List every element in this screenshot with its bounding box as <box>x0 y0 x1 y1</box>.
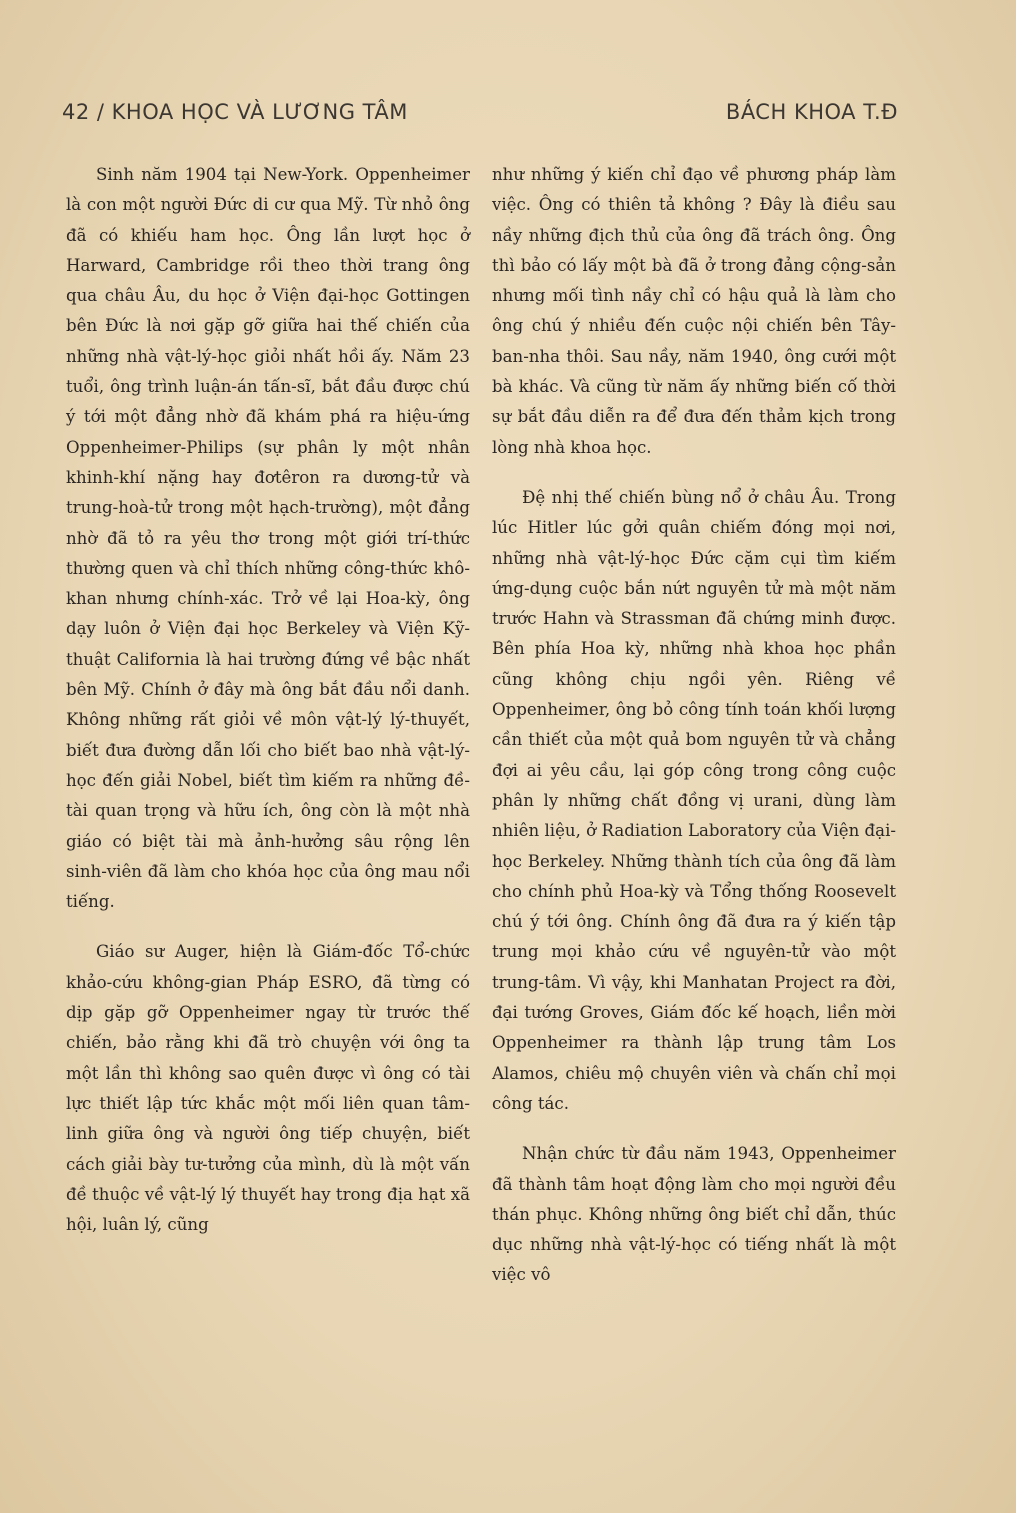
paragraph: Đệ nhị thế chiến bùng nổ ở châu Âu. Trong lúc Hitler lúc gởi quân chiếm đóng mọi nơi, những nhà vật-lý-học Đức cặm cụi tìm kiếm ứng-dụng cuộc bắn nứt nguyên tử mà một năm trước Hahn và Strassman đã chứng minh được. Bên phía Hoa kỳ, những nhà khoa học phần cũng không chịu ngồi yên. Riêng về Oppenheimer, ông bỏ công tính toán khối lượng cần thiết của một quả bom nguyên tử và chẳng đợi ai yêu cầu, lại góp công trong công cuộc phân ly những chất đồng vị urani, dùng làm nhiên liệu, ở Radiation Laboratory của Viện đại-học Berkeley. Những thành tích của ông đã làm cho chính phủ Hoa-kỳ và Tổng thống Roosevelt chú ý tới ông. Chính ông đã đưa ra ý kiến tập trung mọi khảo cứu về nguyên-tử vào một trung-tâm. Vì vậy, khi Manhatan Project ra đời, đại tướng Groves, Giám đốc kế hoạch, liền mời Oppenheimer ra thành lập trung tâm Los Alamos, chiêu mộ chuyên viên và chấn chỉ mọi công tác. <box>492 487 896 1113</box>
paragraph: Giáo sư Auger, hiện là Giám-đốc Tổ-chức khảo-cứu không-gian Pháp ESRO, đã từng có dịp gặp gỡ Oppenheimer ngay từ trước thế chiến, bảo rằng khi đã trò chuyện với ông ta một lần thì không sao quên được vì ông có tài lực thiết lập tức khắc một mối liên quan tâm-linh giữa ông và người ông tiếp chuyện, biết cách giải bày tư-tưởng của mình, dù là một vấn đề thuộc về vật-lý lý thuyết hay trong địa hạt xã hội, luân lý, cũng <box>66 942 470 1235</box>
paragraph: Nhận chức từ đầu năm 1943, Oppenheimer đã thành tâm hoạt động làm cho mọi người đều thán phục. Không những ông biết chỉ dẫn, thúc dục những nhà vật-lý-học có tiếng nhất là một việc vô <box>492 1144 896 1285</box>
left-column <box>66 160 470 1240</box>
magazine-name: BÁCH KHOA T.Đ <box>725 100 898 124</box>
page-number-title: 42 / KHOA HỌC VÀ LƯƠNG TÂM <box>62 100 408 124</box>
right-column <box>492 160 896 1291</box>
paragraph-continued: như những ý kiến chỉ đạo về phương pháp làm việc. Ông có thiên tả không ? Đây là điều sau nầy những địch thủ của ông đã trách ông. Ông thì bảo có lấy một bà đã ở trong đảng cộng-sản nhưng mối tình nầy chỉ có hậu quả là làm cho ông chú ý nhiều đến cuộc nội chiến bên Tây-ban-nha thôi. Sau nầy, năm 1940, ông cưới một bà khác. Và cũng từ năm ấy những biến cố thời sự bắt đầu diễn ra để đưa đến thảm kịch trong lòng nhà khoa học. <box>492 165 896 457</box>
running-header <box>62 100 898 136</box>
paragraph: Sinh năm 1904 tại New-York. Oppenheimer là con một người Đức di cư qua Mỹ. Từ nhỏ ông đã có khiếu ham học. Ông lần lượt học ở Harward, Cambridge rồi theo thời trang ông qua châu Âu, du học ở Viện đại-học Gottingen bên Đức là nơi gặp gỡ giữa hai thế chiến của những nhà vật-lý-học giỏi nhất hồi ấy. Năm 23 tuổi, ông trình luận-án tấn-sĩ, bắt đầu được chú ý tới một đẳng nhờ đã khám phá ra hiệu-ứng Oppenheimer-Philips (sự phân ly một nhân khinh-khí nặng hay đơtêron ra dương-tử và trung-hoà-tử trong một hạch-trường), một đẳng nhờ đã tỏ ra yêu thơ trong một giới trí-thức thường quen và chỉ thích những công-thức khô-khan nhưng chính-xác. Trở về lại Hoa-kỳ, ông dạy luôn ở Viện đại học Berkeley và Viện Kỹ-thuật California là hai trường đứng về bậc nhất bên Mỹ. Chính ở đây mà ông bắt đầu nổi danh. Không những rất giỏi về môn vật-lý lý-thuyết, biết đưa đường dẫn lối cho biết bao nhà vật-lý-học đến giải Nobel, biết tìm kiếm ra những đề-tài quan trọng và hữu ích, ông còn là một nhà giáo có biệt tài mà ảnh-hưởng sâu rộng lên sinh-viên đã làm cho khóa học của ông mau nổi tiếng. <box>66 165 470 912</box>
